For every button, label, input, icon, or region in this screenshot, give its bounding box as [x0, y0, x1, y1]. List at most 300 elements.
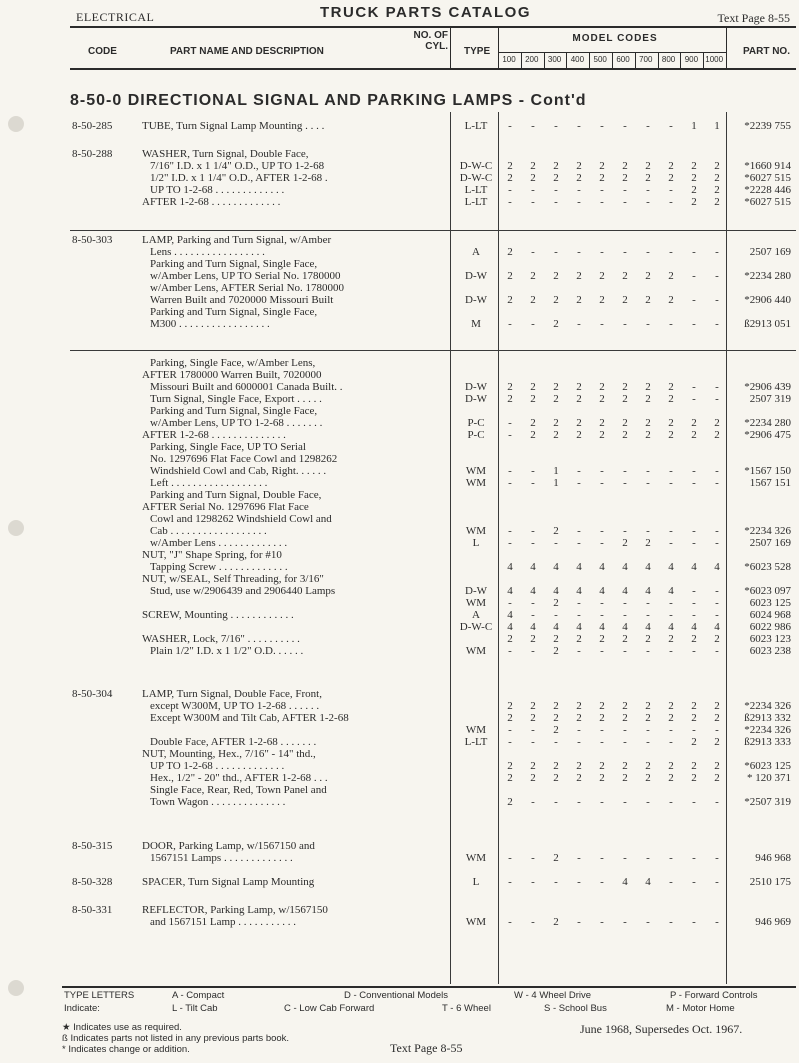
row-description: Parking, Single Face, UP TO Serial: [150, 441, 306, 453]
row-description: Hex., 1/2" - 20" thd., AFTER 1-2-68 . . .: [150, 772, 328, 784]
model-code-600: 600: [616, 55, 630, 64]
row-qty: -: [508, 876, 512, 888]
row-qty: -: [623, 246, 627, 258]
row-description: Town Wagon . . . . . . . . . . . . . .: [150, 796, 286, 808]
section-separator: [70, 350, 796, 351]
row-part-no: *2234 280: [744, 417, 791, 429]
row-qty: 2: [507, 294, 513, 306]
row-qty: 2: [622, 700, 628, 712]
row-part-no: ß2913 051: [744, 318, 791, 330]
header-type: TYPE: [464, 46, 491, 57]
row-qty: -: [669, 537, 673, 549]
row-part-no: *2234 326: [744, 700, 791, 712]
row-qty: -: [531, 477, 535, 489]
row-code: 8-50-303: [72, 234, 113, 246]
row-qty: -: [715, 585, 719, 597]
row-part-no: *6023 528: [744, 561, 791, 573]
page-ref: Text Page 8-55: [717, 11, 790, 25]
row-qty: 2: [645, 712, 651, 724]
row-type: D-W: [465, 294, 487, 306]
row-qty: -: [623, 736, 627, 748]
row-qty: 2: [507, 633, 513, 645]
row-qty: -: [623, 796, 627, 808]
row-description: DOOR, Parking Lamp, w/1567150 and: [142, 840, 315, 852]
row-qty: -: [669, 916, 673, 928]
row-qty: -: [577, 120, 581, 132]
row-qty: -: [531, 736, 535, 748]
row-description: Tapping Screw . . . . . . . . . . . . .: [150, 561, 288, 573]
row-qty: 2: [553, 700, 559, 712]
row-type: D-W: [465, 393, 487, 405]
row-qty: -: [669, 184, 673, 196]
row-part-no: *2507 319: [744, 796, 791, 808]
table-row: [0, 585, 799, 597]
row-qty: 4: [530, 621, 536, 633]
row-qty: 4: [553, 561, 559, 573]
row-qty: -: [715, 294, 719, 306]
row-qty: 2: [599, 633, 605, 645]
row-description: 1/2" I.D. x 1 1/4" O.D., AFTER 1-2-68 .: [150, 172, 328, 184]
table-row: [0, 429, 799, 441]
row-qty: -: [692, 724, 696, 736]
table-row: [0, 916, 799, 928]
row-type: L: [472, 537, 480, 549]
row-qty: -: [554, 736, 558, 748]
row-type: L: [472, 876, 480, 888]
row-qty: 2: [576, 772, 582, 784]
row-qty: -: [646, 736, 650, 748]
row-qty: -: [600, 120, 604, 132]
row-qty: -: [531, 525, 535, 537]
row-qty: 2: [691, 160, 697, 172]
row-qty: 2: [530, 429, 536, 441]
row-qty: -: [554, 246, 558, 258]
row-code: 8-50-304: [72, 688, 113, 700]
row-qty: -: [577, 597, 581, 609]
row-qty: 2: [714, 633, 720, 645]
row-qty: 2: [668, 772, 674, 784]
row-description: Cowl and 1298262 Windshield Cowl and: [150, 513, 332, 525]
row-part-no: 946 969: [755, 916, 791, 928]
row-qty: 2: [645, 270, 651, 282]
row-code: 8-50-331: [72, 904, 113, 916]
row-qty: -: [531, 916, 535, 928]
row-description: Except W300M and Tilt Cab, AFTER 1-2-68: [150, 712, 349, 724]
table-row: [0, 573, 799, 585]
row-part-no: *1567 150: [744, 465, 791, 477]
row-qty: 2: [599, 160, 605, 172]
table-row: [0, 597, 799, 609]
row-qty: -: [646, 597, 650, 609]
model-code-900: 900: [684, 55, 699, 64]
table-row: [0, 772, 799, 784]
row-qty: 2: [645, 633, 651, 645]
row-qty: -: [669, 796, 673, 808]
row-qty: 2: [622, 381, 628, 393]
row-qty: 2: [553, 417, 559, 429]
row-description: Parking and Turn Signal, Single Face,: [150, 405, 318, 417]
revision-date: June 1968, Supersedes Oct. 1967.: [580, 1022, 743, 1036]
row-qty: 4: [507, 621, 513, 633]
table-row: [0, 381, 799, 393]
row-qty: 2: [599, 393, 605, 405]
row-qty: -: [646, 318, 650, 330]
row-qty: 2: [576, 294, 582, 306]
row-qty: -: [623, 916, 627, 928]
header-cyl: NO. OF CYL.: [413, 30, 448, 52]
row-type: WM: [465, 852, 487, 864]
row-qty: -: [692, 597, 696, 609]
row-description: UP TO 1-2-68 . . . . . . . . . . . . .: [150, 760, 285, 772]
row-qty: -: [531, 645, 535, 657]
row-qty: -: [715, 318, 719, 330]
row-qty: 2: [576, 172, 582, 184]
row-qty: 2: [530, 294, 536, 306]
row-qty: 2: [576, 760, 582, 772]
header-name: PART NAME AND DESCRIPTION: [170, 46, 324, 57]
row-qty: 1: [553, 465, 559, 477]
row-description: Left . . . . . . . . . . . . . . . . . .: [150, 477, 268, 489]
note-change: * Indicates change or addition.: [62, 1044, 190, 1055]
row-qty: 2: [622, 294, 628, 306]
model-code-800: 800: [661, 55, 676, 64]
row-qty: -: [623, 120, 627, 132]
row-qty: 2: [599, 712, 605, 724]
row-part-no: * 120 371: [747, 772, 791, 784]
model-code-500: 500: [593, 55, 607, 64]
row-qty: 2: [622, 429, 628, 441]
row-type: L-LT: [464, 120, 488, 132]
row-qty: -: [669, 609, 673, 621]
row-qty: -: [692, 393, 696, 405]
row-description: NUT, w/SEAL, Self Threading, for 3/16": [142, 573, 324, 585]
row-qty: 2: [622, 712, 628, 724]
row-qty: 2: [553, 645, 559, 657]
row-qty: 2: [553, 772, 559, 784]
row-qty: 4: [576, 621, 582, 633]
row-qty: 2: [714, 712, 720, 724]
row-part-no: 2507 169: [749, 246, 791, 258]
row-qty: -: [554, 876, 558, 888]
notes: [62, 1022, 289, 1055]
legend-item: T - 6 Wheel: [442, 1003, 491, 1014]
row-qty: -: [646, 120, 650, 132]
row-qty: -: [623, 525, 627, 537]
row-qty: -: [508, 429, 512, 441]
row-qty: 2: [553, 270, 559, 282]
table-row: [0, 748, 799, 760]
table-row: [0, 724, 799, 736]
table-row: [0, 184, 799, 196]
table-row: [0, 234, 799, 246]
row-qty: -: [692, 381, 696, 393]
row-qty: -: [715, 852, 719, 864]
legend-item: P - Forward Controls: [670, 990, 758, 1001]
row-description: No. 1297696 Flat Face Cowl and 1298262: [150, 453, 338, 465]
row-qty: -: [600, 736, 604, 748]
row-qty: 2: [576, 712, 582, 724]
row-qty: -: [715, 645, 719, 657]
row-qty: 4: [668, 561, 674, 573]
row-qty: 4: [622, 621, 628, 633]
legend-item: A - Compact: [172, 990, 225, 1001]
row-qty: -: [531, 246, 535, 258]
row-type: D-W: [465, 585, 487, 597]
row-type: WM: [465, 597, 487, 609]
row-description: Parking and Turn Signal, Single Face,: [150, 306, 318, 318]
row-qty: 1: [691, 120, 697, 132]
row-part-no: ß2913 333: [744, 736, 791, 748]
row-description: Parking, Single Face, w/Amber Lens,: [150, 357, 316, 369]
row-qty: 2: [507, 772, 513, 784]
row-qty: 2: [668, 712, 674, 724]
row-type: WM: [465, 724, 487, 736]
table-row: [0, 465, 799, 477]
row-qty: 2: [530, 381, 536, 393]
table-row: [0, 477, 799, 489]
table-row: [0, 852, 799, 864]
row-qty: 2: [599, 294, 605, 306]
row-qty: 4: [530, 561, 536, 573]
model-code-300: 300: [547, 55, 562, 64]
row-qty: -: [669, 876, 673, 888]
row-qty: -: [554, 537, 558, 549]
row-qty: -: [508, 736, 512, 748]
row-qty: 1: [553, 477, 559, 489]
row-description: NUT, "J" Shape Spring, for #10: [142, 549, 282, 561]
row-qty: 2: [507, 160, 513, 172]
row-qty: 4: [599, 585, 605, 597]
row-qty: 2: [668, 294, 674, 306]
row-qty: -: [577, 184, 581, 196]
row-part-no: ß2913 332: [744, 712, 791, 724]
row-qty: -: [577, 537, 581, 549]
row-qty: -: [577, 796, 581, 808]
row-qty: -: [715, 597, 719, 609]
row-description: w/Amber Lens, UP TO 1-2-68 . . . . . . .: [150, 417, 323, 429]
row-qty: -: [646, 645, 650, 657]
row-qty: 2: [553, 160, 559, 172]
row-type: M: [471, 318, 481, 330]
row-qty: -: [692, 876, 696, 888]
row-description: AFTER 1-2-68 . . . . . . . . . . . . . .: [142, 429, 286, 441]
row-type: L-LT: [464, 736, 488, 748]
legend-item: L - Tilt Cab: [172, 1003, 218, 1014]
table-row: [0, 712, 799, 724]
row-qty: 4: [507, 585, 513, 597]
row-qty: -: [600, 796, 604, 808]
row-qty: 4: [645, 585, 651, 597]
row-qty: -: [531, 196, 535, 208]
row-description: except W300M, UP TO 1-2-68 . . . . . .: [150, 700, 320, 712]
row-qty: -: [692, 645, 696, 657]
row-qty: -: [692, 465, 696, 477]
row-qty: 2: [530, 760, 536, 772]
row-description: AFTER 1780000 Warren Built, 7020000: [142, 369, 322, 381]
row-type: L-LT: [464, 184, 488, 196]
row-qty: -: [508, 465, 512, 477]
table-row: [0, 513, 799, 525]
row-qty: -: [577, 645, 581, 657]
row-type: WM: [465, 465, 487, 477]
legend-item: S - School Bus: [544, 1003, 607, 1014]
row-qty: -: [554, 796, 558, 808]
row-description: Turn Signal, Single Face, Export . . . . .: [150, 393, 322, 405]
table-row: [0, 196, 799, 208]
row-qty: 2: [645, 172, 651, 184]
row-qty: 2: [507, 381, 513, 393]
row-description: TUBE, Turn Signal Lamp Mounting . . . .: [142, 120, 325, 132]
row-qty: -: [600, 609, 604, 621]
table-row: [0, 369, 799, 381]
row-qty: 2: [530, 712, 536, 724]
row-qty: -: [577, 196, 581, 208]
table-row: [0, 405, 799, 417]
row-qty: -: [508, 525, 512, 537]
row-qty: 2: [553, 381, 559, 393]
row-qty: 2: [599, 270, 605, 282]
row-qty: 2: [622, 393, 628, 405]
row-qty: -: [669, 525, 673, 537]
row-qty: 4: [553, 621, 559, 633]
row-qty: -: [508, 724, 512, 736]
row-qty: -: [692, 525, 696, 537]
section-separator: [70, 230, 796, 231]
row-qty: 2: [507, 712, 513, 724]
row-qty: -: [531, 724, 535, 736]
row-type: WM: [465, 645, 487, 657]
row-qty: 4: [576, 561, 582, 573]
row-qty: 2: [691, 172, 697, 184]
table-row: [0, 796, 799, 808]
row-qty: -: [692, 609, 696, 621]
row-qty: -: [600, 724, 604, 736]
row-qty: 2: [645, 760, 651, 772]
row-qty: 2: [553, 916, 559, 928]
row-qty: 2: [645, 537, 651, 549]
row-qty: 2: [622, 172, 628, 184]
row-qty: -: [508, 477, 512, 489]
row-qty: 2: [714, 760, 720, 772]
row-qty: 4: [645, 876, 651, 888]
row-part-no: *2239 755: [744, 120, 791, 132]
row-qty: -: [577, 525, 581, 537]
row-qty: 2: [714, 429, 720, 441]
table-row: [0, 840, 799, 852]
row-qty: -: [669, 724, 673, 736]
row-qty: -: [623, 477, 627, 489]
table-row: [0, 525, 799, 537]
row-part-no: 2507 319: [749, 393, 791, 405]
row-qty: -: [600, 645, 604, 657]
row-qty: -: [715, 537, 719, 549]
row-description: Parking and Turn Signal, Single Face,: [150, 258, 318, 270]
row-qty: 2: [507, 246, 513, 258]
row-qty: 2: [691, 712, 697, 724]
note-as-required: ★ Indicates use as required.: [62, 1022, 182, 1033]
table-row: [0, 633, 799, 645]
row-qty: -: [669, 852, 673, 864]
row-qty: 4: [507, 609, 513, 621]
row-qty: 2: [645, 700, 651, 712]
row-qty: 4: [599, 561, 605, 573]
row-qty: -: [623, 609, 627, 621]
row-qty: -: [715, 393, 719, 405]
row-description: Parking and Turn Signal, Double Face,: [150, 489, 322, 501]
row-qty: 2: [645, 772, 651, 784]
row-qty: 2: [530, 160, 536, 172]
row-qty: 2: [668, 700, 674, 712]
row-qty: 2: [668, 381, 674, 393]
row-description: Stud, use w/2906439 and 2906440 Lamps: [150, 585, 336, 597]
legend-heading: TYPE LETTERS: [64, 990, 135, 1001]
row-qty: -: [531, 597, 535, 609]
row-qty: 2: [668, 633, 674, 645]
row-description: WASHER, Turn Signal, Double Face,: [142, 148, 309, 160]
row-qty: -: [623, 724, 627, 736]
row-type: L-LT: [464, 196, 488, 208]
row-qty: 2: [714, 196, 720, 208]
row-qty: -: [577, 852, 581, 864]
row-part-no: *2906 440: [744, 294, 791, 306]
row-qty: 2: [645, 417, 651, 429]
row-qty: -: [554, 196, 558, 208]
row-qty: 2: [576, 393, 582, 405]
row-qty: 2: [553, 712, 559, 724]
row-qty: 2: [553, 429, 559, 441]
row-qty: -: [669, 196, 673, 208]
row-qty: -: [508, 537, 512, 549]
row-qty: 2: [507, 796, 513, 808]
row-description: REFLECTOR, Parking Lamp, w/1567150: [142, 904, 328, 916]
row-qty: -: [623, 196, 627, 208]
row-qty: 2: [576, 417, 582, 429]
row-qty: 4: [599, 621, 605, 633]
row-qty: -: [508, 196, 512, 208]
row-qty: -: [600, 852, 604, 864]
row-qty: 2: [714, 417, 720, 429]
row-qty: 2: [622, 633, 628, 645]
row-qty: -: [669, 477, 673, 489]
page-number: Text Page 8-55: [390, 1041, 463, 1055]
row-qty: -: [692, 318, 696, 330]
binder-hole: [8, 980, 24, 996]
row-qty: 2: [668, 172, 674, 184]
row-qty: 4: [622, 561, 628, 573]
row-qty: 2: [530, 633, 536, 645]
row-qty: -: [600, 525, 604, 537]
row-qty: -: [577, 876, 581, 888]
row-qty: 2: [576, 429, 582, 441]
row-qty: -: [508, 318, 512, 330]
row-qty: -: [623, 184, 627, 196]
row-qty: -: [669, 318, 673, 330]
row-type: D-W-C: [459, 172, 493, 184]
row-code: 8-50-328: [72, 876, 113, 888]
table-row: [0, 609, 799, 621]
row-qty: 2: [622, 760, 628, 772]
row-qty: -: [646, 196, 650, 208]
row-qty: 2: [691, 772, 697, 784]
row-qty: 4: [622, 585, 628, 597]
row-qty: -: [600, 537, 604, 549]
row-qty: -: [669, 645, 673, 657]
table-row: [0, 282, 799, 294]
row-qty: -: [715, 876, 719, 888]
row-description: WASHER, Lock, 7/16" . . . . . . . . . .: [142, 633, 300, 645]
row-qty: -: [715, 724, 719, 736]
row-qty: -: [600, 916, 604, 928]
